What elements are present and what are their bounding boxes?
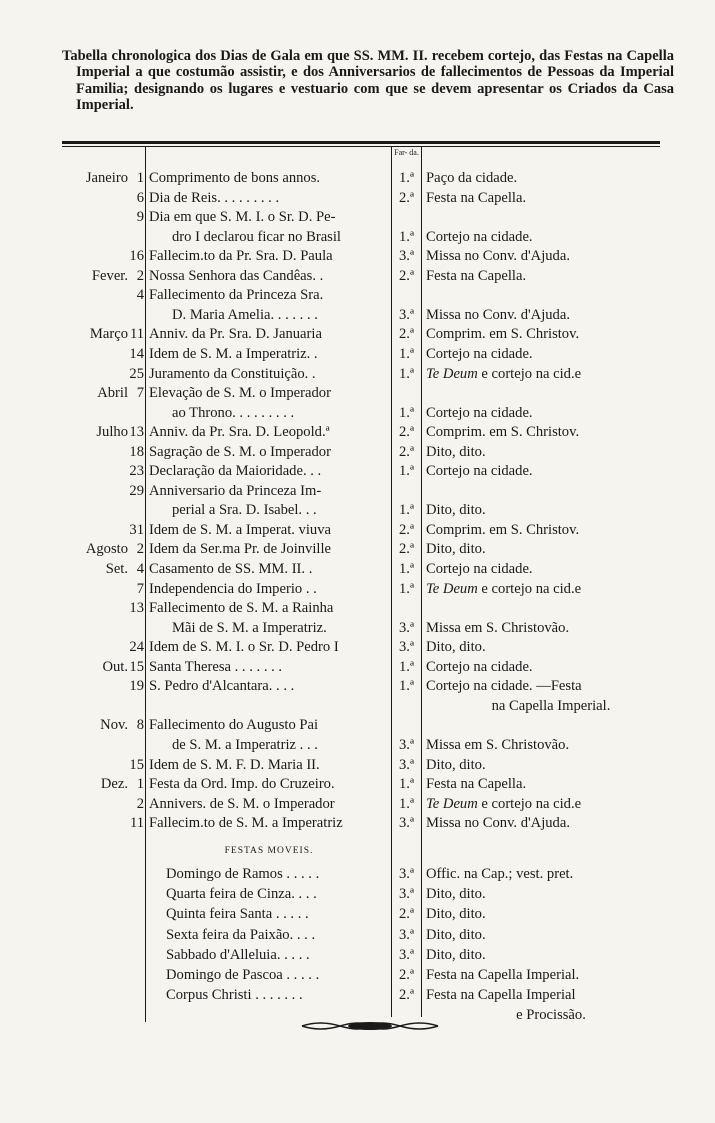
note-text: Paço da cidade. (426, 170, 518, 186)
note-text: Festa na Capella. (426, 267, 527, 284)
month-label: Out. (102, 658, 128, 675)
date-cell (62, 364, 144, 384)
day-number: 14 (129, 345, 144, 362)
event-note (426, 618, 676, 638)
farda-value: 3.ª (399, 619, 414, 636)
farda-value: 3.ª (399, 306, 414, 323)
day-number: 1 (136, 776, 144, 793)
table-row (0, 403, 715, 423)
festa-description: Sabbado d'Alleluia. . . . . (166, 946, 310, 963)
event-description: Fallecimento de S. M. a Rainha (149, 600, 334, 617)
table-row (0, 227, 715, 247)
day-number: 7 (136, 385, 144, 402)
closing-ornament (300, 1018, 440, 1034)
day-number: 2 (136, 267, 144, 284)
date-cell (62, 559, 144, 579)
festa-note: e Procissão. (516, 1007, 586, 1024)
farda-value: 2.ª (399, 967, 414, 983)
farda-value: 2.ª (399, 443, 414, 460)
note-italic: Te Deum (426, 580, 478, 597)
date-cell (62, 637, 144, 657)
table-row (0, 500, 715, 520)
date-cell (62, 383, 144, 403)
festa-description: Quinta feira Santa . . . . . (166, 906, 309, 923)
date-cell (62, 598, 144, 618)
event-description: S. Pedro d'Alcantara. . . . (149, 678, 295, 695)
table-row (0, 266, 715, 286)
event-description: dro I declarou ficar no Brasil (172, 228, 341, 245)
event-description: Idem de S. M. F. D. Maria II. (149, 756, 320, 773)
note-text: Dito, dito. (426, 756, 486, 773)
event-description: Fallecimento do Augusto Pai (149, 717, 319, 734)
day-number: 31 (129, 521, 144, 538)
month-label: Set. (105, 561, 128, 577)
event-note (426, 794, 676, 814)
date-cell (62, 344, 144, 364)
farda-value: 1.ª (399, 404, 414, 421)
note-text: Dito, dito. (426, 443, 486, 460)
note-text: Cortejo na cidade. (426, 463, 533, 480)
event-description: Anniv. da Pr. Sra. D. Januaria (149, 326, 322, 343)
day-number: 2 (136, 541, 144, 558)
event-note (426, 500, 676, 520)
event-description: perial a Sra. D. Isabel. . . (172, 502, 317, 519)
note-text: e cortejo na cid.e (477, 795, 582, 812)
event-note (426, 735, 676, 755)
day-number: 29 (129, 482, 144, 499)
event-note (426, 324, 676, 344)
day-number: 2 (136, 795, 144, 812)
farda-value: 1.ª (399, 365, 414, 382)
event-description: Dia em que S. M. I. o Sr. D. Pe- (149, 209, 336, 226)
day-number: 23 (129, 463, 144, 480)
farda-value: 1.ª (399, 170, 414, 186)
date-cell (62, 266, 144, 286)
day-number: 11 (129, 815, 144, 832)
farda-value: 1.ª (399, 580, 414, 597)
farda-value: 3.ª (399, 926, 414, 943)
note-italic: Te Deum (426, 365, 478, 382)
farda-value: 3.ª (399, 639, 414, 656)
table-row (0, 735, 715, 755)
event-description: Idem de S. M. I. o Sr. D. Pedro I (149, 639, 339, 656)
event-description: Mãi de S. M. a Imperatriz. (172, 619, 327, 636)
date-cell (62, 813, 144, 833)
note-text: Comprim. em S. Christov. (426, 326, 580, 343)
festa-movel-row (0, 925, 715, 945)
farda-value: 2.ª (399, 326, 414, 343)
note-text: Comprim. em S. Christov. (426, 521, 580, 538)
note-text: Cortejo na cidade. (426, 404, 533, 421)
festa-description: Domingo de Ramos . . . . . (166, 866, 320, 882)
event-description: Annivers. de S. M. o Imperador (149, 795, 335, 812)
day-number: 15 (129, 658, 144, 675)
farda-value: 3.ª (399, 756, 414, 773)
table-row (0, 461, 715, 481)
festa-note: Dito, dito. (426, 906, 486, 923)
day-number: 8 (136, 717, 144, 734)
note-text: Missa no Conv. d'Ajuda. (426, 248, 570, 265)
table-row (0, 539, 715, 559)
date-cell (62, 676, 144, 696)
event-note (426, 657, 676, 677)
festa-description: Sexta feira da Paixão. . . . (166, 926, 316, 943)
event-note (426, 813, 676, 833)
table-row (0, 481, 715, 501)
month-label: Nov. (100, 717, 128, 734)
event-note (426, 461, 676, 481)
note-text: Missa em S. Christovão. (426, 619, 570, 636)
event-description: Sagração de S. M. o Imperador (149, 443, 331, 460)
day-number: 4 (136, 287, 144, 304)
event-description: Dia de Reis. . . . . . . . . (149, 189, 280, 206)
date-cell (62, 188, 144, 208)
event-description: Idem de S. M. a Imperat. viuva (149, 521, 331, 538)
table-row (0, 598, 715, 618)
day-number: 25 (129, 365, 144, 382)
table-row (0, 305, 715, 325)
farda-value: 3.ª (399, 946, 414, 963)
table-row (0, 579, 715, 599)
date-cell (62, 168, 144, 188)
table-row (0, 559, 715, 579)
festa-movel-row (0, 864, 715, 884)
event-note (426, 246, 676, 266)
event-note (426, 403, 676, 423)
table-row (0, 344, 715, 364)
table-row (0, 207, 715, 227)
table-title: Tabella chronologica dos Dias de Gala em que SS. MM. II. recebem cortejo, das Festas na Capella Imperial a que costumão assistir, e dos Anniversarios de fallecimentos de Pessoas da Imperial Familia; designando os lugares e vestuario com que se devem apresentar os Criados da Casa Imperial. (62, 48, 674, 113)
table-row (0, 442, 715, 462)
event-note (426, 305, 676, 325)
event-description: de S. M. a Imperatriz . . . (172, 736, 318, 753)
event-description: Santa Theresa . . . . . . . (149, 658, 283, 675)
event-description: Nossa Senhora das Candêas. . (149, 267, 324, 284)
table-row (0, 246, 715, 266)
table-row (0, 774, 715, 794)
farda-value: 1.ª (399, 502, 414, 519)
festa-description: Quarta feira de Cinza. . . . (166, 886, 317, 903)
festa-movel-row (0, 965, 715, 985)
festa-movel-row (0, 884, 715, 904)
day-number: 16 (129, 248, 144, 265)
event-note (426, 344, 676, 364)
header-rule-thin (62, 146, 660, 147)
farda-value: 1.ª (399, 345, 414, 362)
farda-value: 2.ª (399, 987, 414, 1004)
month-label: Dez. (100, 776, 128, 793)
table-row (0, 364, 715, 384)
festa-note: Festa na Capella Imperial (426, 987, 576, 1004)
event-note (426, 520, 676, 540)
note-text: Cortejo na cidade. (426, 345, 533, 362)
event-description: Casamento de SS. MM. II. . (149, 561, 313, 577)
month-label: Agosto (85, 541, 128, 558)
farda-value: 1.ª (399, 658, 414, 675)
table-row (0, 618, 715, 638)
table-row (0, 813, 715, 833)
date-cell (62, 579, 144, 599)
table-row (0, 168, 715, 188)
date-cell (62, 539, 144, 559)
event-note (426, 422, 676, 442)
event-note (426, 539, 676, 559)
event-description: Fallecim.to da Pr. Sra. D. Paula (149, 248, 333, 265)
event-description: Festa da Ord. Imp. do Cruzeiro. (149, 776, 335, 793)
day-number: 18 (129, 443, 144, 460)
note-text: na Capella Imperial. (491, 697, 611, 714)
date-cell (62, 461, 144, 481)
day-number: 6 (136, 189, 144, 206)
table-row (0, 422, 715, 442)
date-cell (62, 657, 144, 677)
farda-value: 2.ª (399, 267, 414, 284)
month-label: Abril (97, 385, 128, 402)
event-note (426, 266, 676, 286)
festa-movel-row (0, 904, 715, 924)
event-note (426, 168, 676, 188)
day-number: 7 (136, 580, 144, 597)
farda-value: 3.ª (399, 736, 414, 753)
date-cell (62, 285, 144, 305)
note-text: Comprim. em S. Christov. (426, 424, 580, 441)
farda-value: 3.ª (399, 248, 414, 265)
note-italic: Te Deum (426, 795, 478, 812)
event-description: Independencia do Imperio . . (149, 580, 317, 597)
date-cell (62, 324, 144, 344)
event-description: Elevação de S. M. o Imperador (149, 385, 331, 402)
table-row (0, 188, 715, 208)
day-number: 19 (129, 678, 144, 695)
event-description: Idem de S. M. a Imperatriz. . (149, 345, 318, 362)
festa-movel-row (0, 945, 715, 965)
month-label: Março (89, 326, 128, 343)
table-row (0, 755, 715, 775)
day-number: 9 (136, 209, 144, 226)
event-description: Comprimento de bons annos. (149, 170, 321, 186)
event-description: Juramento da Constituição. . (149, 365, 316, 382)
date-cell (62, 794, 144, 814)
event-note (426, 774, 676, 794)
month-label: Fever. (91, 267, 128, 284)
event-note (426, 637, 676, 657)
table-row (0, 520, 715, 540)
date-cell (62, 520, 144, 540)
event-note (426, 227, 676, 247)
table-row (0, 676, 715, 696)
note-text: Cortejo na cidade. (426, 228, 533, 245)
date-cell (62, 442, 144, 462)
date-cell (62, 207, 144, 227)
note-text: Missa no Conv. d'Ajuda. (426, 815, 570, 832)
event-note (426, 364, 676, 384)
festa-note: Dito, dito. (426, 946, 486, 963)
day-number: 13 (129, 424, 144, 441)
note-text: e cortejo na cid.e (477, 580, 582, 597)
festa-movel-row (0, 985, 715, 1005)
farda-value: 1.ª (399, 228, 414, 245)
table-row (0, 637, 715, 657)
table-row (0, 324, 715, 344)
table-row (0, 794, 715, 814)
farda-value: 1.ª (399, 561, 414, 577)
day-number: 4 (136, 561, 144, 577)
event-description: Fallecim.to de S. M. a Imperatriz (149, 815, 343, 832)
date-cell (62, 422, 144, 442)
festa-note: Dito, dito. (426, 886, 486, 903)
event-note (426, 755, 676, 775)
farda-value: 2.ª (399, 424, 414, 441)
date-cell (62, 246, 144, 266)
note-text: Dito, dito. (426, 502, 486, 519)
event-note (426, 676, 676, 696)
day-number: 24 (129, 639, 144, 656)
farda-value: 2.ª (399, 189, 414, 206)
table-row (0, 696, 715, 716)
festa-note: Offic. na Cap.; vest. pret. (426, 866, 574, 882)
note-text: Dito, dito. (426, 541, 486, 558)
note-text: Festa na Capella. (426, 776, 527, 793)
farda-value: 3.ª (399, 815, 414, 832)
note-text: Cortejo na cidade. (426, 658, 533, 675)
event-note (426, 559, 676, 579)
header-rule (62, 141, 660, 144)
note-text: Missa em S. Christovão. (426, 736, 570, 753)
event-description: Anniv. da Pr. Sra. D. Leopold.ª (149, 424, 330, 441)
table-row (0, 383, 715, 403)
farda-value: 1.ª (399, 678, 414, 695)
farda-value: 2.ª (399, 906, 414, 923)
farda-value: 3.ª (399, 886, 414, 903)
farda-value: 2.ª (399, 521, 414, 538)
farda-value: 1.ª (399, 776, 414, 793)
farda-value: 1.ª (399, 795, 414, 812)
day-number: 13 (129, 600, 144, 617)
date-cell (62, 481, 144, 501)
festa-note: Dito, dito. (426, 926, 486, 943)
note-text: Cortejo na cidade. (426, 561, 533, 577)
table-row (0, 657, 715, 677)
farda-column-header: Far- da. (394, 148, 419, 157)
day-number: 1 (136, 170, 144, 186)
event-description: Fallecimento da Princeza Sra. (149, 287, 324, 304)
event-note (426, 188, 676, 208)
note-text: Missa no Conv. d'Ajuda. (426, 306, 570, 323)
festa-description: Corpus Christi . . . . . . . (166, 987, 303, 1004)
event-note (426, 579, 676, 599)
festas-moveis-heading: FESTAS MOVEIS. (224, 846, 314, 856)
farda-value: 3.ª (399, 866, 414, 882)
date-cell (62, 715, 144, 735)
farda-value: 2.ª (399, 541, 414, 558)
table-row (0, 715, 715, 735)
note-text: Dito, dito. (426, 639, 486, 656)
event-description: ao Throno. . . . . . . . . (172, 404, 295, 421)
date-cell (62, 755, 144, 775)
event-description: Declaração da Maioridade. . . (149, 463, 322, 480)
month-label: Julho (96, 424, 128, 441)
note-text: Festa na Capella. (426, 189, 527, 206)
event-description: D. Maria Amelia. . . . . . . (172, 306, 318, 323)
day-number: 11 (129, 326, 144, 343)
month-label: Janeiro (85, 170, 128, 186)
note-text: Cortejo na cidade. —Festa (426, 678, 582, 695)
date-cell (62, 774, 144, 794)
event-description: Anniversario da Princeza Im- (149, 482, 322, 499)
table-row (0, 285, 715, 305)
festa-description: Domingo de Pascoa . . . . . (166, 967, 320, 983)
event-note (426, 442, 676, 462)
note-text: e cortejo na cid.e (477, 365, 582, 382)
day-number: 15 (129, 756, 144, 773)
festa-note: Festa na Capella Imperial. (426, 967, 580, 983)
event-note (426, 696, 676, 716)
farda-value: 1.ª (399, 463, 414, 480)
event-description: Idem da Ser.ma Pr. de Joinville (149, 541, 331, 558)
